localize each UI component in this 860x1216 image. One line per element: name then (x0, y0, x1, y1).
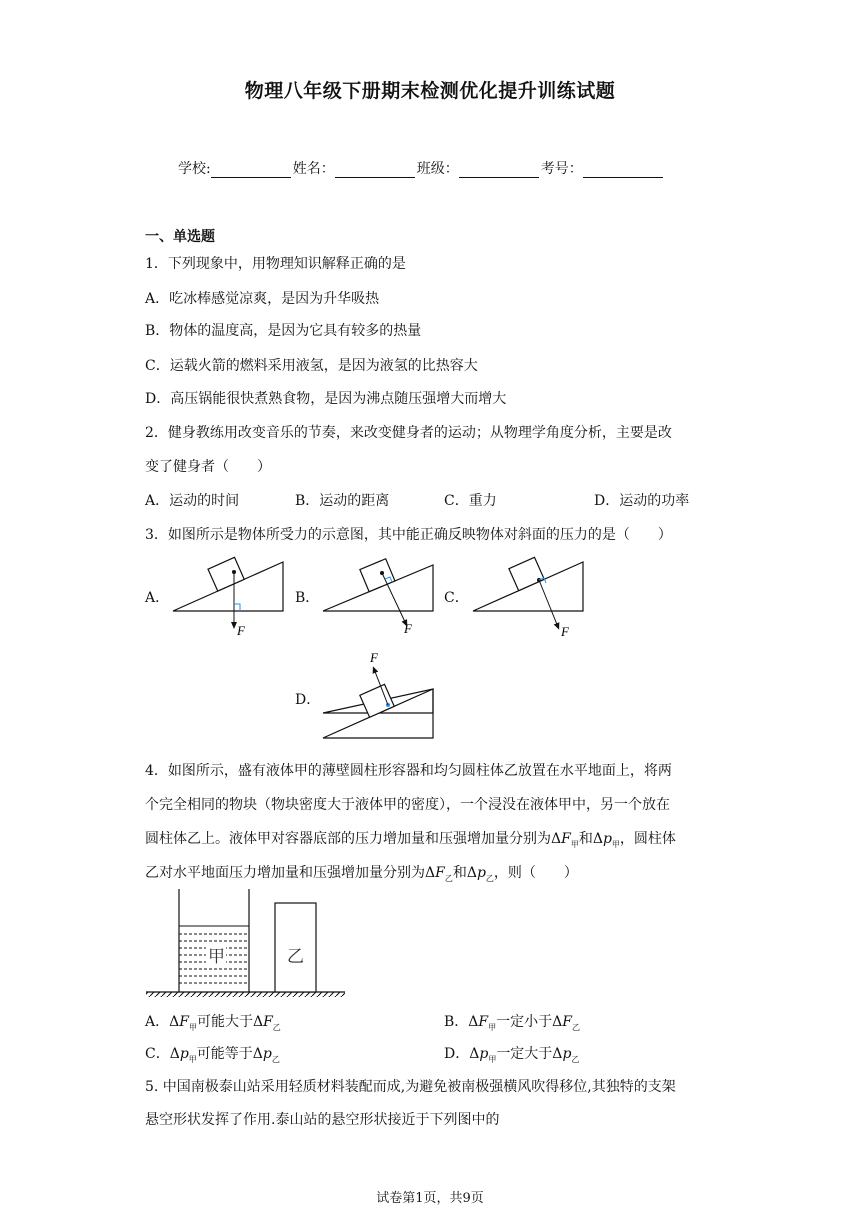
q4-line4: 乙对水平地面压力增加量和压强增加量分别为$\Delta F_乙$和$\Delta p_乙$，则（ ） (145, 865, 578, 883)
q2-option-c[interactable]: C．重力 (444, 493, 497, 509)
q4-line1: 4．如图所示，盛有液体甲的薄壁圆柱形容器和均匀圆柱体乙放置在水平地面上，将两 (145, 763, 672, 779)
q3-option-b[interactable]: B． (295, 590, 320, 606)
class-label: 班级： (416, 161, 459, 177)
q5-line1: 5. 中国南极泰山站采用轻质材料装配而成,为避免被南极强横风吹得移位,其独特的支架 (145, 1079, 676, 1095)
q3-stem: 3．如图所示是物体所受力的示意图，其中能正确反映物体对斜面的压力的是（ ） (145, 527, 672, 543)
page-footer: 试卷第1页，共9页 (376, 1191, 484, 1206)
page-title: 物理八年级下册期末检测优化提升训练试题 (244, 80, 616, 102)
force-label-a: F (237, 623, 245, 638)
q1-stem: 1．下列现象中，用物理知识解释正确的是 (145, 256, 406, 272)
school-label: 学校: (178, 161, 211, 177)
q4-line2: 个完全相同的物块（物块密度大于液体甲的密度），一个浸没在液体甲中，另一个放在 (145, 797, 670, 813)
q5-line2: 悬空形状发挥了作用.泰山站的悬空形状接近于下列图中的 (145, 1112, 500, 1128)
q4-line3: 圆柱体乙上。液体甲对容器底部的压力增加量和压强增加量分别为$\Delta F_甲$和$\Delta p_甲$，圆柱体 (145, 831, 676, 849)
label-jia: 甲 (208, 947, 225, 967)
force-label-d: F (370, 650, 378, 665)
q3-option-c[interactable]: C． (444, 590, 469, 606)
section-heading: 一、单选题 (145, 229, 215, 245)
label-yi: 乙 (287, 947, 304, 967)
ground-hatch (146, 992, 345, 997)
force-label-b: F (404, 621, 412, 636)
q3-option-d[interactable]: D． (295, 692, 321, 708)
q2-stem-line1: 2．健身教练用改变音乐的节奏，来改变健身者的运动；从物理学角度分析，主要是改 (145, 425, 672, 441)
q2-option-b[interactable]: B．运动的距离 (295, 493, 390, 509)
q3-option-a[interactable]: A． (145, 590, 170, 606)
q1-option-a[interactable]: A．吃冰棒感觉凉爽，是因为升华吸热 (145, 291, 380, 307)
q4-option-b[interactable]: B．$\Delta F_甲$一定小于$\Delta F_乙$ (444, 1014, 580, 1032)
q2-stem-line2: 变了健身者（ ） (145, 459, 271, 475)
q4-option-c[interactable]: C．$\Delta p_甲$可能等于$\Delta p_乙$ (145, 1046, 280, 1064)
force-label-c: F (561, 624, 569, 639)
q2-option-d[interactable]: D．运动的功率 (594, 493, 690, 509)
q4-option-d[interactable]: D．$\Delta p_甲$一定大于$\Delta p_乙$ (444, 1046, 580, 1064)
q1-option-c[interactable]: C．运载火箭的燃料采用液氢，是因为液氢的比热容大 (145, 358, 478, 374)
q4-option-a[interactable]: A．$\Delta F_甲$可能大于$\Delta F_乙$ (145, 1014, 281, 1032)
exam-no-label: 考号： (540, 161, 583, 177)
q1-option-d[interactable]: D．高压锅能很快煮熟食物，是因为沸点随压强增大而增大 (145, 391, 507, 407)
q2-option-a[interactable]: A．运动的时间 (145, 493, 240, 509)
q1-option-b[interactable]: B．物体的温度高，是因为它具有较多的热量 (145, 323, 422, 339)
name-label: 姓名： (292, 161, 335, 177)
